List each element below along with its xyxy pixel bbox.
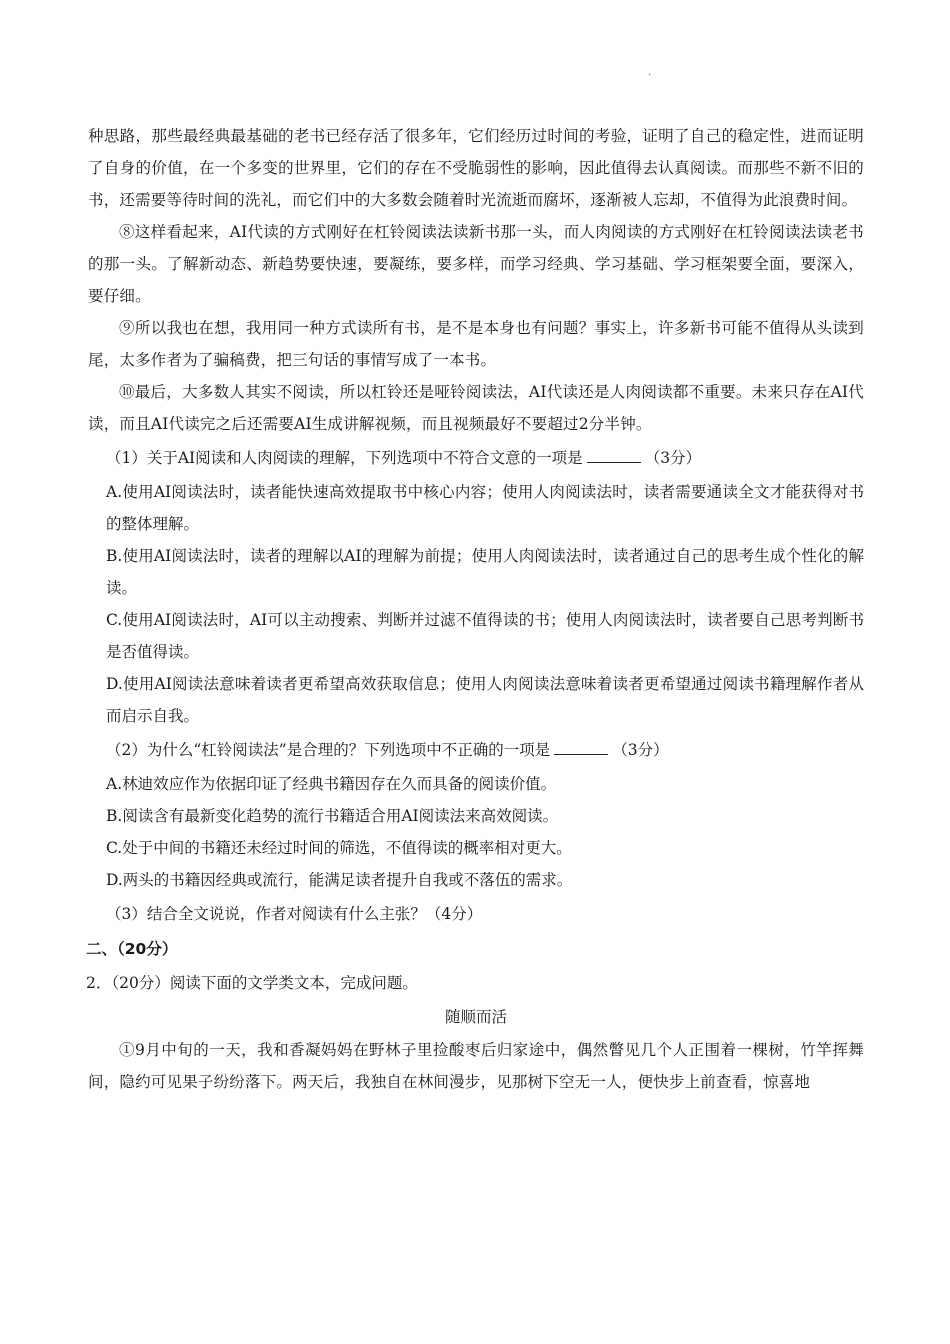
page-top-mark: · (648, 70, 652, 81)
answer-blank-1[interactable] (587, 448, 641, 463)
section-2-heading: 二、（20分） (86, 940, 178, 958)
question-1-option-c[interactable]: C.使用AI阅读法时，AI可以主动搜索、判断并过滤不值得读的书；使用人肉阅读法时，读者要自己思考判断书是否值得读。 (106, 611, 864, 661)
question-2-text: （2）为什么“杠铃阅读法”是合理的？下列选项中不正确的一项是 (106, 741, 551, 759)
article-paragraph-1: ①9月中旬的一天，我和香凝妈妈在野林子里捡酸枣后归家途中，偶然瞥见几个人正围着一棵树，竹竿挥舞间，隐约可见果子纷纷落下。两天后，我独自在林间漫步，见那树下空无一人，便快步上前查看，惊喜地 (88, 1041, 864, 1091)
question-1-score: （3分） (644, 449, 702, 467)
question-1-option-d[interactable]: D.使用AI阅读法意味着读者更希望高效获取信息；使用人肉阅读法意味着读者更希望通过阅读书籍理解作者从而启示自我。 (106, 675, 864, 725)
question-2-item: 2．（20分）阅读下面的文学类文本，完成问题。 (86, 974, 418, 992)
question-1-stem (88, 440, 864, 476)
body-paragraph-continued: 种思路，那些最经典最基础的老书已经存活了很多年，它们经历过时间的考验，证明了自己的稳定性，进而证明了自身的价值，在一个多变的世界里，它们的存在不受脆弱性的影响，因此值得去认真阅读。而那些不新不旧的书，还需要等待时间的洗礼，而它们中的大多数会随着时光流逝而腐坏，逐渐被人忘却，不值得为此浪费时间。 (88, 127, 864, 209)
answer-blank-2[interactable] (554, 740, 608, 755)
question-2-option-a[interactable]: A.林迪效应作为依据印证了经典书籍因存在久而具备的阅读价值。 (106, 775, 557, 793)
body-paragraph-8: ⑧这样看起来，AI代读的方式刚好在杠铃阅读法读新书那一头，而人肉阅读的方式刚好在杠铃阅读法读老书的那一头。了解新动态、新趋势要快速，要凝练，要多样，而学习经典、学习基础、学习框架要全面，要深入，要仔细。 (88, 223, 864, 305)
document-page (88, 70, 864, 1098)
question-2-option-b[interactable]: B.阅读含有最新变化趋势的流行书籍适合用AI阅读法来高效阅读。 (106, 807, 559, 825)
question-1-option-a[interactable]: A.使用AI阅读法时，读者能快速高效提取书中核心内容；使用人肉阅读法时，读者需要通读全文才能获得对书的整体理解。 (106, 483, 864, 533)
question-1-text: （1）关于AI阅读和人肉阅读的理解，下列选项中不符合文意的一项是 (106, 449, 583, 467)
body-paragraph-10: ⑩最后，大多数人其实不阅读，所以杠铃还是哑铃阅读法，AI代读还是人肉阅读都不重要。未来只存在AI代读，而且AI代读完之后还需要AI生成讲解视频，而且视频最好不要超过2分半钟。 (88, 383, 864, 433)
question-2-option-c[interactable]: C.处于中间的书籍还未经过时间的筛选，不值得读的概率相对更大。 (106, 839, 572, 857)
question-2-option-d[interactable]: D.两头的书籍因经典或流行，能满足读者提升自我或不落伍的需求。 (106, 871, 573, 889)
question-2-score: （3分） (612, 741, 669, 759)
article-title: 随顺而活 (444, 1008, 507, 1026)
question-2-stem (88, 732, 864, 768)
body-paragraph-9: ⑨所以我也在想，我用同一种方式读所有书，是不是本身也有问题？事实上，许多新书可能不值得从头读到尾，太多作者为了骗稿费，把三句话的事情写成了一本书。 (88, 319, 864, 369)
question-3-stem: （3）结合全文说说，作者对阅读有什么主张？（4分） (106, 905, 483, 923)
question-1-option-b[interactable]: B.使用AI阅读法时，读者的理解以AI的理解为前提；使用人肉阅读法时，读者通过自己的思考生成个性化的解读。 (106, 547, 864, 597)
